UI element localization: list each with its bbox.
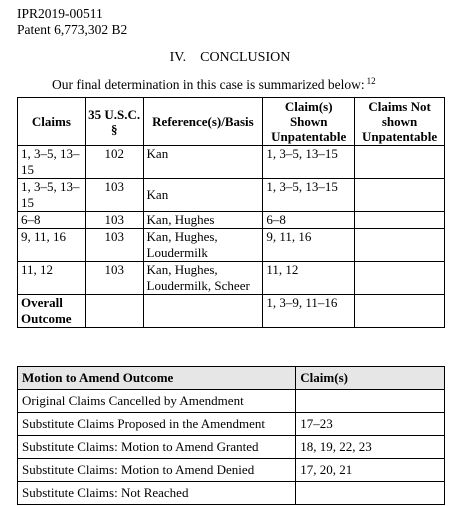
cell-reference: Kan — [143, 146, 263, 179]
mta-cell-claims: 17–23 — [296, 413, 445, 436]
mta-header-row — [18, 367, 445, 390]
mta-cell-outcome: Substitute Claims Proposed in the Amendment — [18, 413, 296, 436]
mta-cell-outcome: Substitute Claims: Not Reached — [18, 482, 296, 505]
cell-claims: 6–8 — [18, 212, 86, 229]
mta-header-outcome: Motion to Amend Outcome — [18, 367, 296, 390]
table-row — [18, 482, 445, 505]
cell-reference: Kan, Hughes — [143, 212, 263, 229]
table-row — [18, 262, 445, 295]
overall-shown: 1, 3–9, 11–16 — [263, 295, 355, 328]
mta-cell-outcome: Substitute Claims: Motion to Amend Granted — [18, 436, 296, 459]
cell-not-shown — [355, 179, 445, 212]
overall-outcome-label: Overall Outcome — [18, 295, 86, 328]
table-row — [18, 390, 445, 413]
cell-shown: 11, 12 — [263, 262, 355, 295]
mta-cell-claims — [296, 482, 445, 505]
overall-outcome-row — [18, 295, 445, 328]
cell-shown: 9, 11, 16 — [263, 229, 355, 262]
cell-usc: 103 — [85, 262, 143, 295]
document-header — [17, 6, 127, 38]
cell-not-shown — [355, 262, 445, 295]
header-shown-unpatentable: Claim(s) Shown Unpatentable — [263, 98, 355, 146]
table-row — [18, 459, 445, 482]
mta-cell-claims — [296, 390, 445, 413]
mta-cell-claims: 18, 19, 22, 23 — [296, 436, 445, 459]
table-row — [18, 212, 445, 229]
footnote-marker: 12 — [366, 76, 376, 86]
motion-to-amend-table — [17, 366, 445, 505]
intro-sentence — [52, 73, 376, 93]
table-header-row — [18, 98, 445, 146]
cell-usc: 103 — [85, 212, 143, 229]
table-row — [18, 436, 445, 459]
case-number: IPR2019-00511 — [17, 6, 103, 21]
cell-not-shown — [355, 212, 445, 229]
cell-claims: 1, 3–5, 13–15 — [18, 179, 86, 212]
cell-claims: 11, 12 — [18, 262, 86, 295]
header-not-shown-unpatentable: Claims Not shown Unpatentable — [355, 98, 445, 146]
final-determination-table — [17, 97, 445, 328]
table-row — [18, 179, 445, 212]
section-title: CONCLUSION — [200, 50, 291, 65]
cell-shown: 1, 3–5, 13–15 — [263, 179, 355, 212]
cell-claims: 9, 11, 16 — [18, 229, 86, 262]
header-usc: 35 U.S.C. § — [85, 98, 143, 146]
section-heading — [0, 50, 460, 66]
mta-cell-outcome: Original Claims Cancelled by Amendment — [18, 390, 296, 413]
header-claims: Claims — [18, 98, 86, 146]
mta-cell-claims: 17, 20, 21 — [296, 459, 445, 482]
overall-not-shown — [355, 295, 445, 328]
cell-shown: 1, 3–5, 13–15 — [263, 146, 355, 179]
cell-reference — [143, 295, 263, 328]
mta-header-claims: Claim(s) — [296, 367, 445, 390]
cell-usc — [85, 295, 143, 328]
patent-number: Patent 6,773,302 B2 — [17, 22, 128, 37]
mta-cell-outcome: Substitute Claims: Motion to Amend Denied — [18, 459, 296, 482]
cell-reference: Kan, Hughes, Loudermilk — [143, 229, 263, 262]
cell-reference: Kan, Hughes, Loudermilk, Scheer — [143, 262, 263, 295]
cell-not-shown — [355, 229, 445, 262]
cell-usc: 102 — [85, 146, 143, 179]
section-number: IV. — [169, 50, 187, 65]
table-row — [18, 413, 445, 436]
intro-text: Our final determination in this case is summarized below: — [52, 77, 365, 92]
cell-claims: 1, 3–5, 13–15 — [18, 146, 86, 179]
table-row — [18, 229, 445, 262]
header-reference: Reference(s)/Basis — [143, 98, 263, 146]
cell-usc: 103 — [85, 229, 143, 262]
table-row — [18, 146, 445, 179]
cell-reference: Kan — [143, 179, 263, 212]
cell-not-shown — [355, 146, 445, 179]
cell-usc: 103 — [85, 179, 143, 212]
cell-shown: 6–8 — [263, 212, 355, 229]
